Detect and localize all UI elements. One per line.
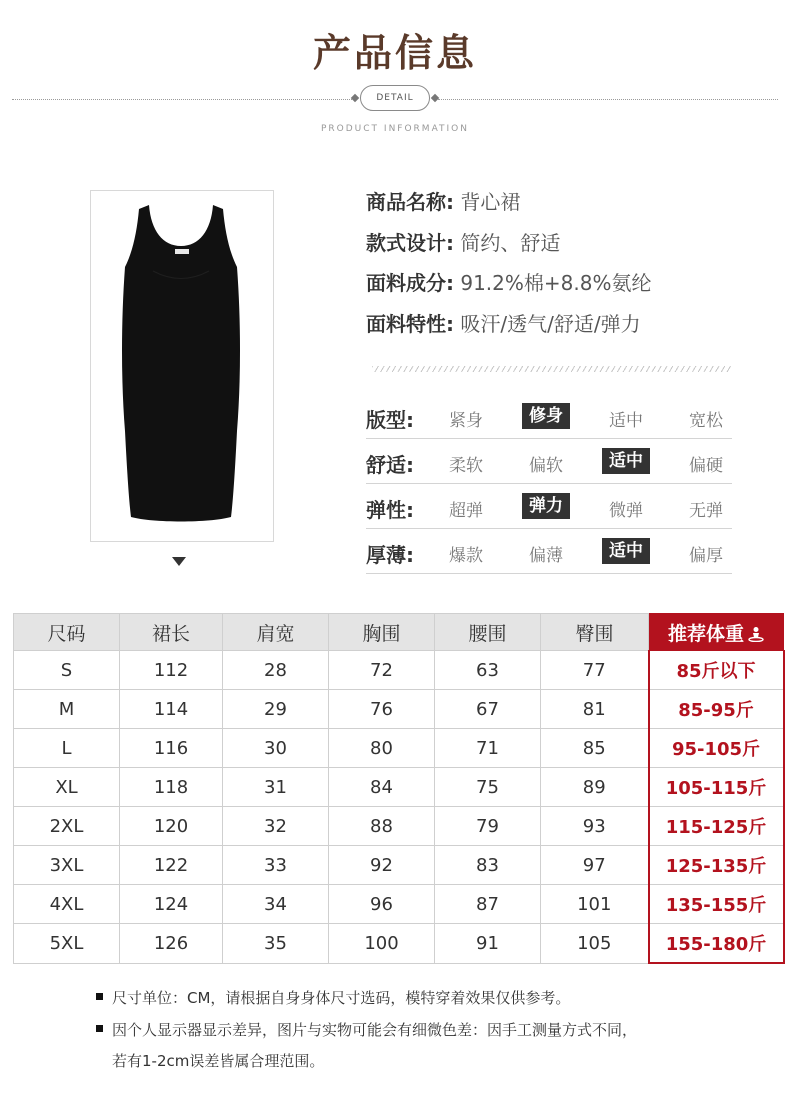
attr-option: 柔软	[449, 456, 483, 476]
table-cell: 88	[329, 807, 435, 846]
table-cell: 97	[541, 846, 649, 885]
info-style-row	[366, 231, 560, 255]
table-cell: M	[14, 690, 120, 729]
recommended-weight-cell: 85-95斤	[649, 690, 784, 729]
table-cell: XL	[14, 768, 120, 807]
table-header: 尺码	[14, 614, 120, 651]
table-cell: 30	[223, 729, 329, 768]
table-cell: 122	[120, 846, 223, 885]
table-cell: 31	[223, 768, 329, 807]
bullet-square-icon	[96, 1025, 103, 1032]
table-header: 裙长	[120, 614, 223, 651]
table-cell: 3XL	[14, 846, 120, 885]
table-cell: 34	[223, 885, 329, 924]
recommended-weight-header	[649, 614, 784, 651]
note-text: 因个人显示器显示差异，图片与实物可能会有细微色差：因手工测量方式不同，	[112, 1021, 638, 1039]
attr-option: 偏厚	[689, 546, 723, 566]
table-header: 肩宽	[223, 614, 329, 651]
bullet-square-icon	[96, 993, 103, 1000]
table-row	[14, 846, 784, 885]
attr-option: 超弹	[449, 501, 483, 521]
table-row	[14, 807, 784, 846]
info-label: 商品名称:	[366, 190, 454, 214]
attr-row-comfort	[366, 439, 732, 484]
recommended-weight-cell: 85斤以下	[649, 651, 784, 690]
table-cell: 72	[329, 651, 435, 690]
recommended-weight-cell: 155-180斤	[649, 924, 784, 964]
table-cell: 29	[223, 690, 329, 729]
recommended-weight-cell: 115-125斤	[649, 807, 784, 846]
detail-badge: DETAIL	[360, 85, 430, 111]
down-arrow-icon	[172, 557, 186, 566]
info-feature-row	[366, 312, 641, 336]
person-icon	[748, 626, 764, 642]
table-cell: 84	[329, 768, 435, 807]
attr-label: 舒适:	[366, 453, 414, 477]
attr-option: 微弹	[609, 501, 643, 521]
table-cell: S	[14, 651, 120, 690]
diamond-icon	[431, 94, 439, 102]
header-divider-right	[438, 99, 778, 100]
attr-row-fit	[366, 394, 732, 439]
info-label: 面料成分:	[366, 271, 454, 295]
attr-label: 厚薄:	[366, 543, 414, 567]
attr-option-selected: 修身	[522, 403, 570, 429]
table-cell: 33	[223, 846, 329, 885]
recommended-weight-cell: 95-105斤	[649, 729, 784, 768]
table-cell: 28	[223, 651, 329, 690]
info-name-row	[366, 190, 520, 214]
header-divider-left	[12, 99, 352, 100]
table-row	[14, 729, 784, 768]
table-cell: 5XL	[14, 924, 120, 964]
table-cell: 112	[120, 651, 223, 690]
attr-row-thickness	[366, 529, 732, 574]
table-header-row	[14, 614, 784, 651]
info-value: 吸汗/透气/舒适/弹力	[460, 312, 641, 336]
info-label: 面料特性:	[366, 312, 454, 336]
note-color-difference	[96, 1019, 637, 1041]
attr-option: 紧身	[449, 411, 483, 431]
attr-row-elasticity	[366, 484, 732, 529]
attr-option: 宽松	[689, 411, 723, 431]
page-subtitle: PRODUCT INFORMATION	[320, 124, 470, 134]
table-cell: 120	[120, 807, 223, 846]
table-cell: 80	[329, 729, 435, 768]
table-cell: 105	[541, 924, 649, 964]
table-header: 腰围	[435, 614, 541, 651]
table-cell: 96	[329, 885, 435, 924]
table-cell: 35	[223, 924, 329, 964]
recommended-weight-cell: 135-155斤	[649, 885, 784, 924]
table-cell: 76	[329, 690, 435, 729]
attr-option-selected: 适中	[602, 538, 650, 564]
attr-option: 偏薄	[529, 546, 563, 566]
table-cell: 77	[541, 651, 649, 690]
table-cell: 87	[435, 885, 541, 924]
recommended-weight-cell: 125-135斤	[649, 846, 784, 885]
attr-label: 版型:	[366, 408, 414, 432]
table-row	[14, 690, 784, 729]
table-cell: 118	[120, 768, 223, 807]
attr-option: 偏硬	[689, 456, 723, 476]
table-cell: 2XL	[14, 807, 120, 846]
table-cell: 93	[541, 807, 649, 846]
table-cell: 124	[120, 885, 223, 924]
info-value: 简约、舒适	[460, 231, 561, 255]
attr-option: 偏软	[529, 456, 563, 476]
table-cell: 114	[120, 690, 223, 729]
detail-badge-wrap	[352, 85, 438, 113]
table-cell: 75	[435, 768, 541, 807]
attr-option: 爆款	[449, 546, 483, 566]
note-size-unit	[96, 987, 570, 1009]
attr-option: 适中	[609, 411, 643, 431]
table-cell: L	[14, 729, 120, 768]
table-cell: 79	[435, 807, 541, 846]
dashed-divider	[372, 366, 732, 372]
table-cell: 91	[435, 924, 541, 964]
table-header: 胸围	[329, 614, 435, 651]
attr-option-selected: 适中	[602, 448, 650, 474]
table-cell: 116	[120, 729, 223, 768]
attr-option: 无弹	[689, 501, 723, 521]
info-fabric-row	[366, 271, 651, 295]
table-cell: 4XL	[14, 885, 120, 924]
note-text-continued: 若有1-2cm误差皆属合理范围。	[112, 1052, 325, 1070]
table-row	[14, 885, 784, 924]
attr-option-selected: 弹力	[522, 493, 570, 519]
table-row	[14, 768, 784, 807]
table-cell: 92	[329, 846, 435, 885]
recommended-weight-cell: 105-115斤	[649, 768, 784, 807]
table-header-label: 推荐体重	[667, 622, 744, 645]
table-cell: 67	[435, 690, 541, 729]
table-cell: 126	[120, 924, 223, 964]
table-cell: 89	[541, 768, 649, 807]
info-label: 款式设计:	[366, 231, 454, 255]
size-table	[13, 613, 785, 964]
table-cell: 100	[329, 924, 435, 964]
table-cell: 101	[541, 885, 649, 924]
table-cell: 85	[541, 729, 649, 768]
attr-label: 弹性:	[366, 498, 414, 522]
table-cell: 81	[541, 690, 649, 729]
table-cell: 71	[435, 729, 541, 768]
page-title: 产品信息	[312, 31, 477, 75]
table-cell: 63	[435, 651, 541, 690]
table-row	[14, 924, 784, 964]
dress-illustration	[91, 191, 275, 543]
diamond-icon	[351, 94, 359, 102]
table-header: 臀围	[541, 614, 649, 651]
info-value: 背心裙	[460, 190, 521, 214]
table-cell: 83	[435, 846, 541, 885]
product-photo	[90, 190, 274, 542]
table-cell: 32	[223, 807, 329, 846]
info-value: 91.2%棉+8.8%氨纶	[460, 271, 652, 295]
table-row	[14, 651, 784, 690]
note-text: 尺寸单位：CM，请根据自身身体尺寸选码，模特穿着效果仅供参考。	[112, 989, 571, 1007]
